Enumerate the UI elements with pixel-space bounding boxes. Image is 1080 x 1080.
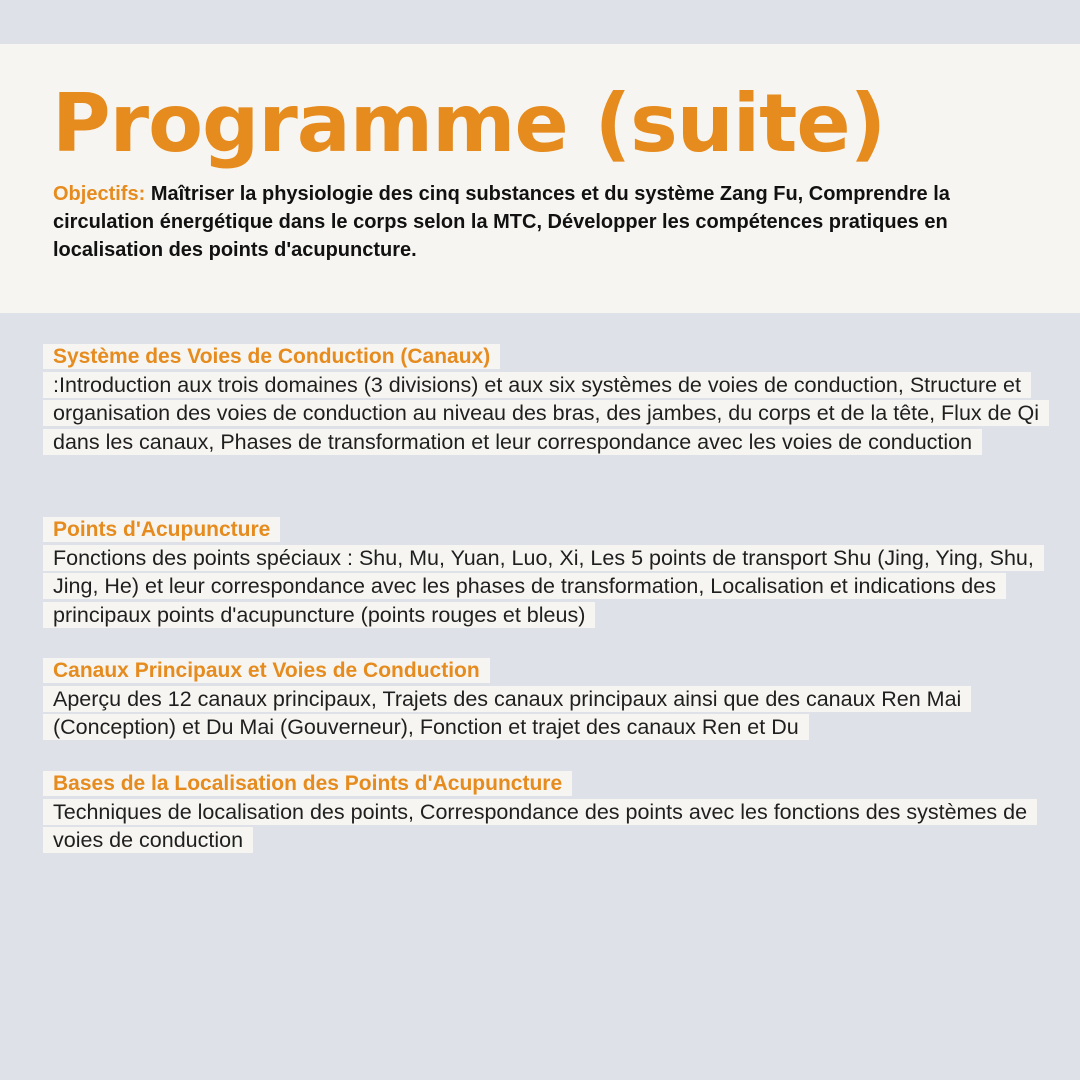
objectives-paragraph [53,180,1053,264]
section-main-channels [43,657,1073,742]
section-body: Fonctions des points spéciaux : Shu, Mu, Yuan, Luo, Xi, Les 5 points de transport Shu (Jing, Ying, Shu, Jing, He) et leur correspondance avec les phases de transformation, Localisation et indications des principaux points d'acupuncture (points rouges et bleus) [43,545,1044,628]
objectives-label: Objectifs: [53,183,146,205]
section-title: Points d'Acupuncture [43,517,280,542]
section-title: Système des Voies de Conduction (Canaux) [43,344,500,369]
section-title: Bases de la Localisation des Points d'Acupuncture [43,771,572,796]
objectives-text: Maîtriser la physiologie des cinq substances et du système Zang Fu, Comprendre la circulation énergétique dans le corps selon la MTC, Développer les compétences pratiques en localisation des points d'acupuncture. [53,183,950,261]
section-conduction-system [43,343,1073,456]
section-localisation-basics [43,770,1073,855]
section-acupuncture-points [43,516,1073,629]
section-body: Techniques de localisation des points, Correspondance des points avec les fonctions des systèmes de voies de conduction [43,799,1037,853]
page-title: Programme (suite) [52,77,886,170]
section-body: :Introduction aux trois domaines (3 divisions) et aux six systèmes de voies de conduction, Structure et organisation des voies de conduction au niveau des bras, des jambes, du corps et de la tête, Flux de Qi dans les canaux, Phases de transformation et leur correspondance avec les voies de conduction [43,372,1049,455]
section-title: Canaux Principaux et Voies de Conduction [43,658,490,683]
section-body: Aperçu des 12 canaux principaux, Trajets des canaux principaux ainsi que des canaux Ren Mai (Conception) et Du Mai (Gouverneur), Fonction et trajet des canaux Ren et Du [43,686,971,740]
